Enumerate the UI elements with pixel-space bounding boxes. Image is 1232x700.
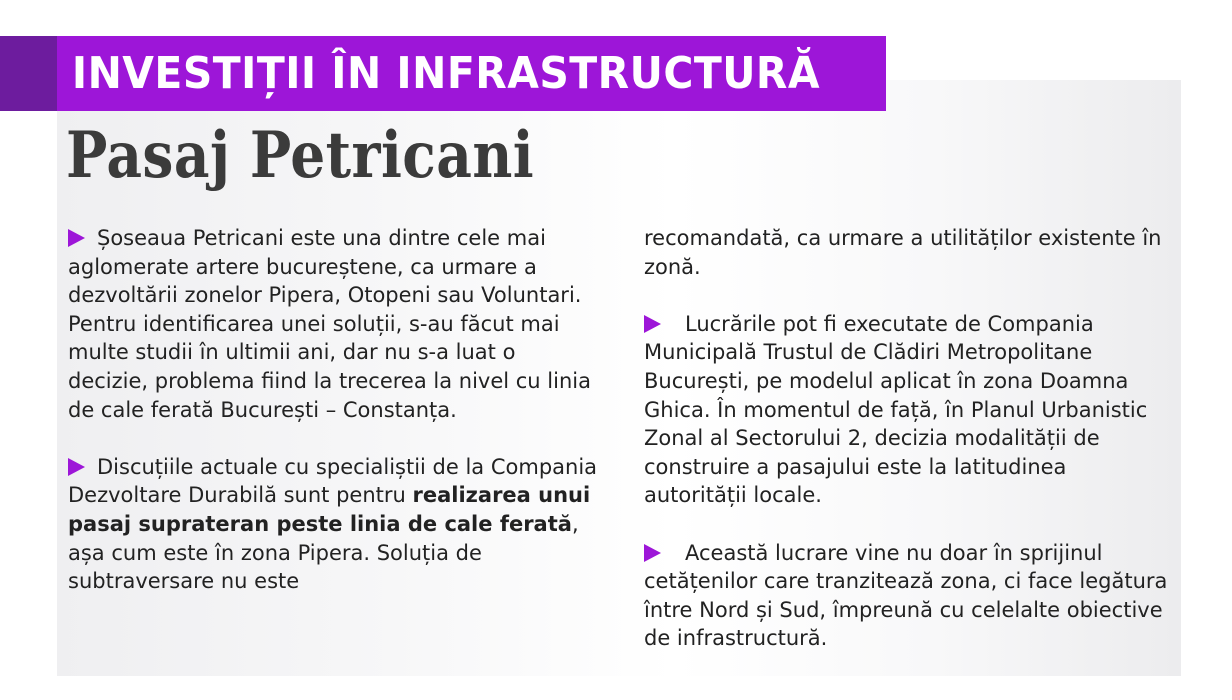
left-column: [68, 224, 598, 624]
paragraph: [68, 224, 598, 424]
paragraph-text: Șoseaua Petricani este una dintre cele mai aglomerate artere bucureștene, ca urmare a dezvoltării zonelor Pipera, Otopeni sau Voluntari. Pentru identificarea unei soluții, s-au făcut mai multe studii în ultimii ani, dar nu s-a luat o decizie, problema fiind la trecerea la nivel cu linia de cale ferată București – Constanța.: [68, 226, 591, 422]
header-accent-bar: [0, 36, 57, 111]
category-banner: [57, 36, 886, 111]
paragraph: [644, 224, 1174, 281]
paragraph-text: Această lucrare vine nu doar în sprijinul cetățenilor care tranzitează zona, ci face legătura între Nord și Sud, împreună cu celelalte obiective de infrastructură.: [644, 540, 1168, 651]
paragraph-text: recomandată, ca urmare a utilităților existente în zonă.: [644, 226, 1162, 279]
bullet-triangle-icon: [68, 229, 85, 247]
paragraph-text: Lucrările pot fi executate de Compania Municipală Trustul de Clădiri Metropolitane București, pe modelul aplicat în zona Doamna Ghica. În momentul de față, în Planul Urbanistic Zonal al Sectorului 2, decizia modalității de construire a pasajului este la latitudinea autorității locale.: [644, 311, 1148, 508]
page-title: Pasaj Petricani: [66, 118, 535, 193]
bullet-triangle-icon: [644, 315, 661, 333]
bullet-triangle-icon: [644, 544, 661, 562]
paragraph-text: , așa cum este în zona Pipera. Soluția de subtraversare nu este: [68, 511, 579, 594]
paragraph: [68, 453, 598, 596]
right-column: [644, 224, 1174, 682]
paragraph: [644, 539, 1174, 653]
paragraph-text: Discuțiile actuale cu specialiștii de la Compania Dezvoltare Durabilă sunt pentru: [68, 454, 598, 508]
paragraph-bold-text: realizarea unui pasaj suprateran peste linia de cale ferată: [68, 483, 591, 536]
category-label: INVESTIȚII ÎN INFRASTRUCTURĂ: [71, 48, 821, 99]
bullet-triangle-icon: [68, 458, 85, 476]
paragraph: [644, 310, 1174, 510]
